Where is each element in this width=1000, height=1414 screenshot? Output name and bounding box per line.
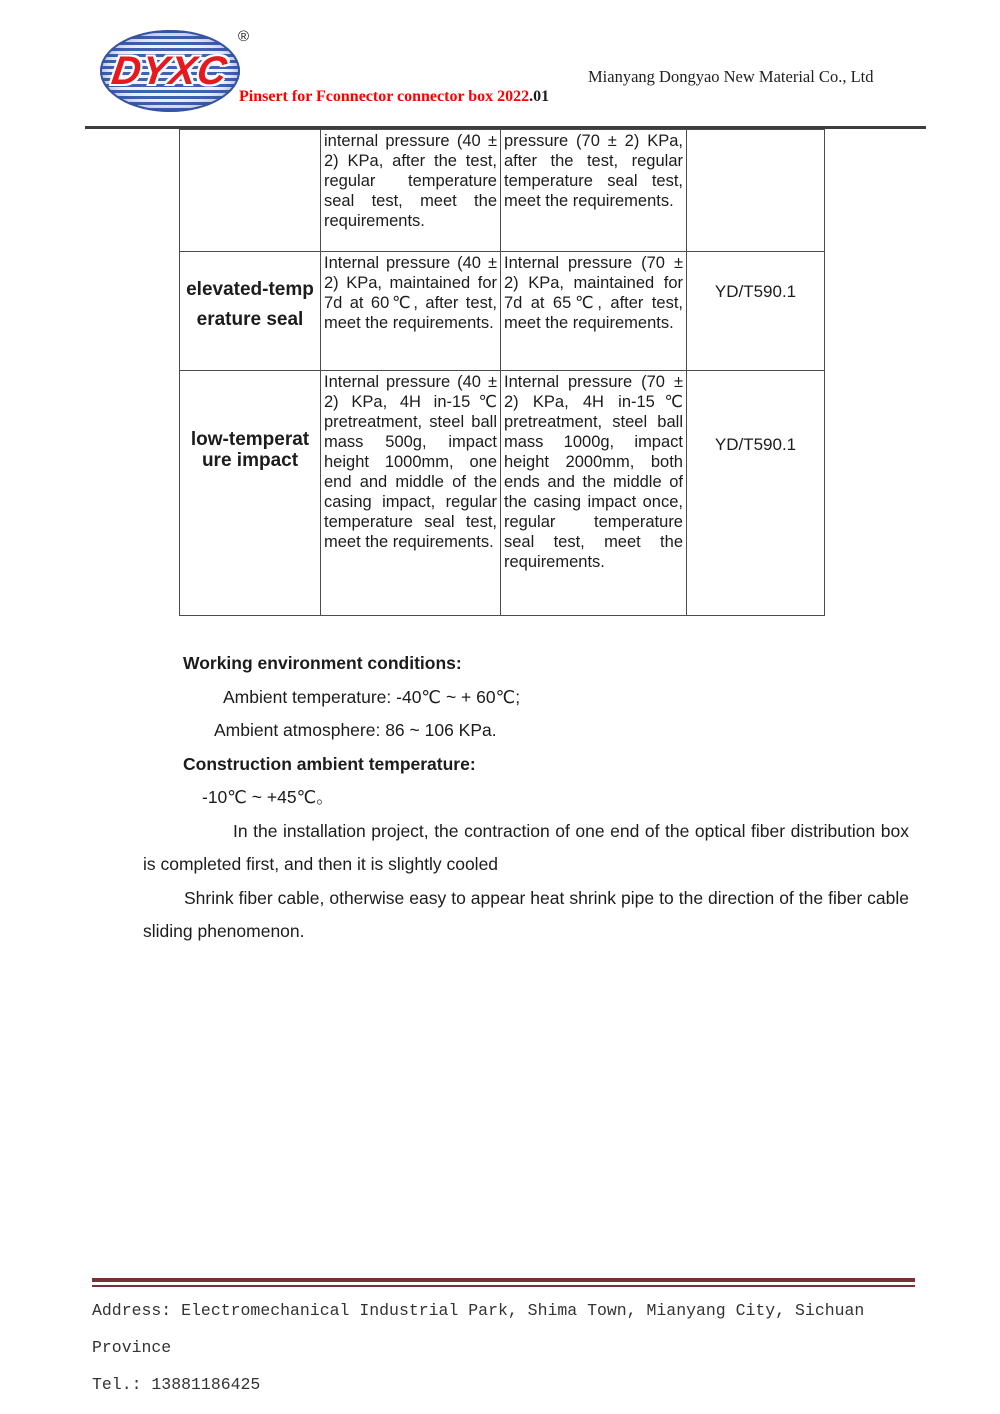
- cell-40kpa-requirement: Internal pressure (40 ± 2) KPa, maintained for 7d at 60℃, after test, meet the requirements.: [321, 252, 501, 371]
- working-environment-heading: Working environment conditions:: [183, 653, 462, 673]
- cell-standard: [687, 371, 825, 616]
- test-item-label-line1: low-temperat: [190, 429, 310, 450]
- registered-trademark-icon: ®: [238, 28, 250, 45]
- shrink-cable-paragraph: Shrink fiber cable, otherwise easy to appear heat shrink pipe to the direction of the fiber cable sliding phenomenon.: [143, 887, 909, 941]
- construction-range-line: -10℃ ~ +45℃。: [202, 787, 334, 807]
- cell-70kpa-requirement: pressure (70 ± 2) KPa, after the test, regular temperature seal test, meet the requirements.: [501, 130, 687, 252]
- standard-value: YD/T590.1: [714, 435, 797, 454]
- cell-40kpa-requirement: internal pressure (40 ± 2) KPa, after the test, regular temperature seal test, meet the requirements.: [321, 130, 501, 252]
- test-item-label-line2: ure impact: [201, 450, 299, 471]
- ambient-temperature-line: Ambient temperature: -40℃ ~ + 60℃;: [223, 686, 521, 707]
- document-title-main: Pinsert for Fconnector connector box 2022: [239, 88, 530, 105]
- cell-40kpa-requirement: Internal pressure (40 ± 2) KPa, 4H in-15℃ pretreatment, steel ball mass 500g, impact height 1000mm, one end and middle of the casing impact, regular temperature seal test, meet the requirements.: [321, 371, 501, 616]
- document-title: [239, 88, 549, 106]
- body-sections: [143, 647, 909, 949]
- footer-address: Address: Electromechanical Industrial Park, Shima Town, Mianyang City, Sichuan Province: [92, 1301, 865, 1357]
- spec-table: [179, 129, 825, 616]
- footer-divider: [92, 1278, 915, 1287]
- logo-text: DYXC: [109, 48, 231, 93]
- table-row: [180, 130, 825, 252]
- company-name: Mianyang Dongyao New Material Co., Ltd: [588, 67, 874, 86]
- cell-test-item: [180, 252, 321, 371]
- cell-standard: [687, 130, 825, 252]
- footer: [92, 1292, 904, 1403]
- installation-paragraph: In the installation project, the contraction of one end of the optical fiber distribution box is completed first, and then it is slightly cooled: [143, 820, 909, 874]
- test-item-label-line2: erature seal: [196, 309, 304, 330]
- cell-70kpa-requirement: Internal pressure (70 ± 2) KPa, 4H in-15℃ pretreatment, steel ball mass 1000g, impact height 2000mm, both ends and the middle of the casing impact once, regular temperature seal test, meet the requirements.: [501, 371, 687, 616]
- company-logo: [100, 30, 240, 112]
- standard-value: YD/T590.1: [714, 282, 797, 301]
- cell-test-item: [180, 130, 321, 252]
- footer-telephone: Tel.: 13881186425: [92, 1375, 261, 1394]
- document-title-suffix: .01: [529, 88, 550, 105]
- cell-standard: [687, 252, 825, 371]
- table-row: [180, 371, 825, 616]
- cell-test-item: [180, 371, 321, 616]
- table-row: [180, 252, 825, 371]
- test-item-label-line1: elevated-temp: [186, 279, 314, 300]
- ambient-atmosphere-line: Ambient atmosphere: 86 ~ 106 KPa.: [214, 720, 497, 740]
- construction-temperature-heading: Construction ambient temperature:: [183, 753, 476, 774]
- cell-70kpa-requirement: Internal pressure (70 ± 2) KPa, maintained for 7d at 65℃, after test, meet the requirements.: [501, 252, 687, 371]
